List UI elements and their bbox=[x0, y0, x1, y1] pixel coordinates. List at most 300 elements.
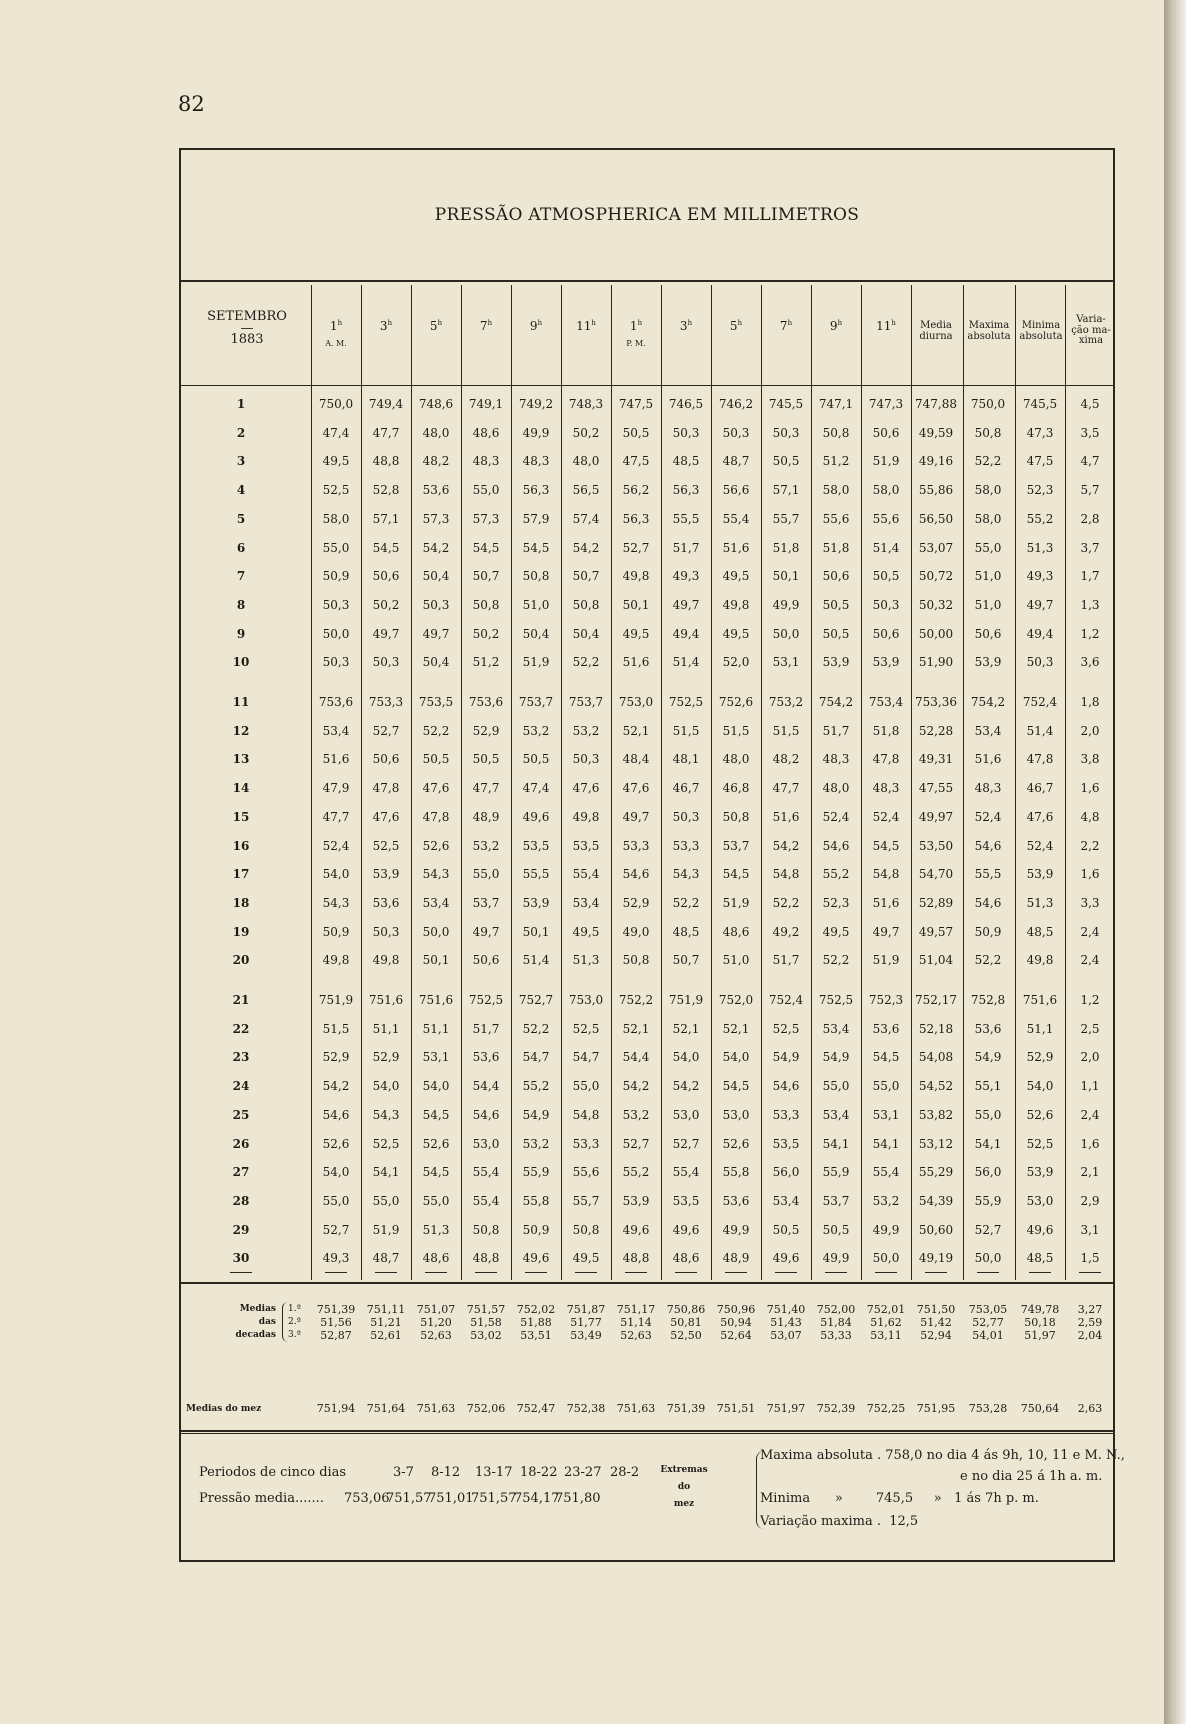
row-value: 52,2 bbox=[672, 895, 700, 910]
header-hour-value: 7 bbox=[779, 319, 788, 333]
header-dash: — bbox=[240, 320, 254, 336]
medias-marker: 2.ª bbox=[288, 1317, 301, 1327]
row-value: 50,6 bbox=[472, 953, 500, 968]
row-value: 53,2 bbox=[522, 723, 550, 738]
row-value: 52,7 bbox=[974, 1222, 1002, 1237]
row-value: 55,0 bbox=[322, 1193, 350, 1208]
medias-value: 751,87 bbox=[566, 1303, 606, 1316]
row-value: 2,9 bbox=[1080, 1193, 1100, 1208]
medias-value: 751,50 bbox=[916, 1303, 956, 1316]
row-value: 56,3 bbox=[672, 483, 700, 498]
row-value: 51,6 bbox=[622, 655, 650, 670]
dash-separator bbox=[375, 1272, 397, 1273]
row-value: 51,0 bbox=[974, 597, 1002, 612]
medias-value: 752,01 bbox=[866, 1303, 906, 1316]
row-day: 14 bbox=[232, 781, 250, 796]
header-hour-suffix: h bbox=[337, 319, 343, 327]
row-value: 49,5 bbox=[322, 454, 350, 469]
row-value: 50,5 bbox=[822, 597, 850, 612]
row-value: 753,2 bbox=[768, 695, 804, 709]
row-value: 53,50 bbox=[918, 838, 954, 853]
row-value: 55,7 bbox=[572, 1193, 600, 1208]
row-value: 57,3 bbox=[472, 511, 500, 526]
row-value: 48,2 bbox=[772, 752, 800, 767]
minima-line: Minima » 745,5 » 1 ás 7h p. m. bbox=[760, 1491, 1039, 1506]
row-value: 52,2 bbox=[974, 454, 1002, 469]
page-title: PRESSÃO ATMOSPHERICA EM MILLIMETROS bbox=[434, 205, 860, 225]
row-value: 51,9 bbox=[372, 1222, 400, 1237]
row-value: 51,1 bbox=[1026, 1021, 1054, 1036]
row-value: 54,5 bbox=[522, 540, 550, 555]
row-value: 49,5 bbox=[622, 626, 650, 641]
header-hour-value: 11 bbox=[576, 319, 592, 333]
medias-mez-value: 751,94 bbox=[316, 1402, 356, 1415]
medias-mez-label: Medias do mez bbox=[186, 1404, 262, 1414]
row-value: 748,6 bbox=[418, 397, 454, 411]
row-value: 50,8 bbox=[722, 809, 750, 824]
row-value: 52,7 bbox=[322, 1222, 350, 1237]
row-value: 53,07 bbox=[918, 540, 954, 555]
header-hour bbox=[711, 320, 761, 333]
header-hour-value: 5 bbox=[729, 319, 738, 333]
row-value: 55,5 bbox=[672, 511, 700, 526]
header-hour-suffix: h bbox=[837, 319, 843, 327]
row-value: 54,5 bbox=[872, 1050, 900, 1065]
row-value: 56,50 bbox=[918, 511, 954, 526]
row-value: 50,1 bbox=[622, 597, 650, 612]
row-value: 753,4 bbox=[868, 695, 904, 709]
row-value: 50,5 bbox=[472, 752, 500, 767]
row-value: 747,1 bbox=[818, 397, 854, 411]
row-value: 1,6 bbox=[1080, 867, 1100, 882]
medias-value: 751,57 bbox=[466, 1303, 506, 1316]
row-value: 4,8 bbox=[1080, 809, 1100, 824]
row-value: 2,4 bbox=[1080, 924, 1100, 939]
row-value: 51,9 bbox=[522, 655, 550, 670]
row-value: 752,8 bbox=[970, 993, 1006, 1007]
row-value: 752,6 bbox=[718, 695, 754, 709]
medias-value: 51,56 bbox=[320, 1316, 352, 1329]
row-value: 52,4 bbox=[872, 809, 900, 824]
row-value: 56,0 bbox=[772, 1165, 800, 1180]
row-value: 55,0 bbox=[974, 540, 1002, 555]
row-value: 50,7 bbox=[472, 569, 500, 584]
row-value: 50,3 bbox=[672, 425, 700, 440]
row-value: 55,4 bbox=[472, 1193, 500, 1208]
row-value: 50,6 bbox=[372, 569, 400, 584]
row-day: 27 bbox=[232, 1165, 250, 1180]
row-value: 2,5 bbox=[1080, 1021, 1100, 1036]
row-value: 753,6 bbox=[318, 695, 354, 709]
row-value: 50,2 bbox=[472, 626, 500, 641]
header-month: SETEMBRO bbox=[207, 309, 287, 324]
row-value: 752,5 bbox=[468, 993, 504, 1007]
row-value: 54,6 bbox=[472, 1107, 500, 1122]
row-value: 2,2 bbox=[1080, 838, 1100, 853]
header-rule bbox=[181, 385, 1113, 386]
pressao-value: 753,06 bbox=[344, 1491, 390, 1506]
medias-value: 51,43 bbox=[770, 1316, 802, 1329]
row-value: 48,5 bbox=[672, 454, 700, 469]
row-value: 51,6 bbox=[772, 809, 800, 824]
row-value: 53,6 bbox=[872, 1021, 900, 1036]
row-value: 54,08 bbox=[918, 1050, 954, 1065]
medias-value: 52,63 bbox=[420, 1329, 452, 1342]
row-value: 752,4 bbox=[1022, 695, 1058, 709]
row-value: 54,3 bbox=[322, 895, 350, 910]
medias-mez-value: 752,39 bbox=[816, 1402, 856, 1415]
row-value: 50,5 bbox=[422, 752, 450, 767]
row-value: 55,5 bbox=[974, 867, 1002, 882]
header-hour-value: 11 bbox=[876, 319, 892, 333]
header-hour-suffix: h bbox=[787, 319, 793, 327]
row-value: 55,8 bbox=[722, 1165, 750, 1180]
pressao-label: Pressão media....... bbox=[199, 1491, 324, 1506]
page-edge bbox=[1164, 0, 1186, 1724]
row-value: 747,88 bbox=[915, 397, 957, 411]
medias-mez-value: 753,28 bbox=[968, 1402, 1008, 1415]
dash-separator bbox=[625, 1272, 647, 1273]
row-value: 54,5 bbox=[422, 1107, 450, 1122]
medias-value: 51,62 bbox=[870, 1316, 902, 1329]
row-value: 53,2 bbox=[872, 1193, 900, 1208]
row-value: 53,5 bbox=[672, 1193, 700, 1208]
row-value: 54,6 bbox=[974, 838, 1002, 853]
row-value: 55,0 bbox=[472, 483, 500, 498]
row-value: 50,72 bbox=[918, 569, 954, 584]
row-value: 49,19 bbox=[918, 1251, 954, 1266]
row-value: 53,4 bbox=[822, 1107, 850, 1122]
row-value: 53,4 bbox=[974, 723, 1002, 738]
row-value: 53,9 bbox=[1026, 867, 1054, 882]
row-day: 28 bbox=[232, 1193, 250, 1208]
row-value: 50,3 bbox=[1026, 655, 1054, 670]
row-value: 53,3 bbox=[772, 1107, 800, 1122]
row-value: 51,4 bbox=[672, 655, 700, 670]
row-value: 55,2 bbox=[622, 1165, 650, 1180]
row-value: 745,5 bbox=[768, 397, 804, 411]
row-value: 53,4 bbox=[822, 1021, 850, 1036]
row-value: 747,5 bbox=[618, 397, 654, 411]
row-value: 49,4 bbox=[1026, 626, 1054, 641]
medias-value: 749,78 bbox=[1020, 1303, 1060, 1316]
medias-value: 50,18 bbox=[1024, 1316, 1056, 1329]
row-value: 3,5 bbox=[1080, 425, 1100, 440]
row-value: 53,6 bbox=[722, 1193, 750, 1208]
row-value: 47,4 bbox=[322, 425, 350, 440]
row-value: 51,1 bbox=[372, 1021, 400, 1036]
row-day: 21 bbox=[232, 993, 250, 1007]
title-separator bbox=[181, 280, 1113, 282]
row-value: 751,6 bbox=[368, 993, 404, 1007]
row-value: 54,4 bbox=[622, 1050, 650, 1065]
medias-mez-value: 751,51 bbox=[716, 1402, 756, 1415]
row-value: 54,9 bbox=[522, 1107, 550, 1122]
row-value: 49,6 bbox=[622, 1222, 650, 1237]
row-value: 54,2 bbox=[622, 1079, 650, 1094]
medias-label-line: das bbox=[258, 1317, 276, 1327]
row-value: 50,3 bbox=[372, 924, 400, 939]
footer-top-rule-2 bbox=[181, 1433, 1113, 1434]
row-value: 53,9 bbox=[974, 655, 1002, 670]
row-value: 53,6 bbox=[974, 1021, 1002, 1036]
row-value: 51,1 bbox=[422, 1021, 450, 1036]
row-value: 49,57 bbox=[918, 924, 954, 939]
medias-value: 751,40 bbox=[766, 1303, 806, 1316]
row-value: 51,4 bbox=[1026, 723, 1054, 738]
row-value: 50,9 bbox=[522, 1222, 550, 1237]
row-value: 47,4 bbox=[522, 781, 550, 796]
row-value: 1,3 bbox=[1080, 597, 1100, 612]
row-value: 55,7 bbox=[772, 511, 800, 526]
row-value: 50,1 bbox=[522, 924, 550, 939]
header-hour-suffix: h bbox=[637, 319, 643, 327]
row-day: 30 bbox=[232, 1251, 250, 1266]
row-value: 50,4 bbox=[422, 655, 450, 670]
pressao-value: 751,01 bbox=[428, 1491, 474, 1506]
row-value: 54,5 bbox=[422, 1165, 450, 1180]
header-hour-suffix: h bbox=[387, 319, 393, 327]
row-value: 54,2 bbox=[322, 1079, 350, 1094]
pressao-value: 751,80 bbox=[555, 1491, 601, 1506]
row-value: 52,28 bbox=[918, 723, 954, 738]
row-value: 54,2 bbox=[422, 540, 450, 555]
row-value: 54,6 bbox=[622, 867, 650, 882]
row-value: 54,6 bbox=[772, 1079, 800, 1094]
row-value: 54,3 bbox=[372, 1107, 400, 1122]
row-value: 51,9 bbox=[722, 895, 750, 910]
medias-marker: 3.ª bbox=[288, 1330, 301, 1340]
periodo-value: 23-27 bbox=[564, 1465, 602, 1480]
row-value: 52,5 bbox=[1026, 1136, 1054, 1151]
periodo-value: 28-2 bbox=[610, 1465, 640, 1480]
row-value: 753,36 bbox=[915, 695, 957, 709]
row-value: 751,6 bbox=[418, 993, 454, 1007]
header-hour bbox=[861, 320, 911, 333]
row-value: 56,6 bbox=[722, 483, 750, 498]
row-value: 52,6 bbox=[722, 1136, 750, 1151]
row-value: 55,4 bbox=[872, 1165, 900, 1180]
row-value: 50,60 bbox=[918, 1222, 954, 1237]
medias-mez-value: 752,25 bbox=[866, 1402, 906, 1415]
row-value: 49,7 bbox=[1026, 597, 1054, 612]
row-value: 51,5 bbox=[772, 723, 800, 738]
row-value: 49,8 bbox=[372, 953, 400, 968]
row-value: 1,2 bbox=[1080, 993, 1100, 1007]
header-minima-absoluta-line: Minima bbox=[1021, 320, 1061, 331]
row-value: 753,6 bbox=[468, 695, 504, 709]
pressao-value: 754,17 bbox=[514, 1491, 560, 1506]
row-value: 753,7 bbox=[568, 695, 604, 709]
row-value: 53,9 bbox=[522, 895, 550, 910]
row-value: 754,2 bbox=[818, 695, 854, 709]
header-hour bbox=[411, 320, 461, 333]
medias-value: 53,11 bbox=[870, 1329, 902, 1342]
row-value: 54,2 bbox=[772, 838, 800, 853]
row-value: 51,7 bbox=[672, 540, 700, 555]
header-hour-suffix: h bbox=[487, 319, 493, 327]
row-value: 49,7 bbox=[422, 626, 450, 641]
medias-value: 51,14 bbox=[620, 1316, 652, 1329]
row-value: 2,8 bbox=[1080, 511, 1100, 526]
periodo-value: 8-12 bbox=[431, 1465, 461, 1480]
row-value: 49,0 bbox=[622, 924, 650, 939]
row-value: 54,9 bbox=[974, 1050, 1002, 1065]
row-value: 52,5 bbox=[372, 838, 400, 853]
header-am: A. M. bbox=[325, 338, 347, 348]
row-value: 49,6 bbox=[1026, 1222, 1054, 1237]
row-value: 752,0 bbox=[718, 993, 754, 1007]
row-value: 49,7 bbox=[872, 924, 900, 939]
row-value: 53,2 bbox=[622, 1107, 650, 1122]
row-day: 13 bbox=[232, 752, 250, 767]
row-value: 58,0 bbox=[872, 483, 900, 498]
row-value: 52,1 bbox=[672, 1021, 700, 1036]
row-value: 54,0 bbox=[1026, 1079, 1054, 1094]
row-value: 52,2 bbox=[822, 953, 850, 968]
row-day: 11 bbox=[232, 695, 250, 709]
header-hour-value: 9 bbox=[529, 319, 538, 333]
row-value: 52,4 bbox=[322, 838, 350, 853]
row-value: 54,9 bbox=[822, 1050, 850, 1065]
row-value: 52,2 bbox=[522, 1021, 550, 1036]
row-value: 50,4 bbox=[522, 626, 550, 641]
row-value: 53,0 bbox=[722, 1107, 750, 1122]
row-value: 752,17 bbox=[915, 993, 957, 1007]
medias-value: 52,94 bbox=[920, 1329, 952, 1342]
row-value: 55,4 bbox=[572, 867, 600, 882]
row-day: 3 bbox=[236, 454, 246, 469]
row-value: 52,5 bbox=[322, 483, 350, 498]
row-value: 51,4 bbox=[522, 953, 550, 968]
medias-value: 51,77 bbox=[570, 1316, 602, 1329]
row-value: 48,4 bbox=[622, 752, 650, 767]
row-value: 749,1 bbox=[468, 397, 504, 411]
row-value: 54,5 bbox=[722, 867, 750, 882]
row-value: 47,8 bbox=[422, 809, 450, 824]
maxima-line-2: e no dia 25 á 1h a. m. bbox=[960, 1469, 1103, 1484]
footer-top-rule bbox=[181, 1430, 1113, 1432]
medias-value: 751,07 bbox=[416, 1303, 456, 1316]
row-value: 53,9 bbox=[872, 655, 900, 670]
row-value: 754,2 bbox=[970, 695, 1006, 709]
header-media-diurna bbox=[911, 321, 961, 342]
row-day: 9 bbox=[236, 626, 246, 641]
row-value: 1,1 bbox=[1080, 1079, 1100, 1094]
medias-value: 52,61 bbox=[370, 1329, 402, 1342]
header-hour-suffix: h bbox=[891, 319, 896, 327]
dash-separator bbox=[925, 1272, 947, 1273]
medias-value: 751,17 bbox=[616, 1303, 656, 1316]
medias-value: 53,49 bbox=[570, 1329, 602, 1342]
row-value: 49,5 bbox=[572, 924, 600, 939]
row-value: 749,4 bbox=[368, 397, 404, 411]
row-value: 1,8 bbox=[1080, 695, 1100, 709]
row-value: 49,9 bbox=[872, 1222, 900, 1237]
row-value: 753,5 bbox=[418, 695, 454, 709]
row-value: 51,04 bbox=[918, 953, 954, 968]
row-value: 47,8 bbox=[1026, 752, 1054, 767]
row-value: 746,2 bbox=[718, 397, 754, 411]
row-value: 53,9 bbox=[1026, 1165, 1054, 1180]
row-value: 48,8 bbox=[622, 1251, 650, 1266]
row-value: 48,3 bbox=[872, 781, 900, 796]
row-value: 2,4 bbox=[1080, 1107, 1100, 1122]
row-value: 57,1 bbox=[372, 511, 400, 526]
row-value: 50,6 bbox=[872, 626, 900, 641]
row-value: 51,8 bbox=[822, 540, 850, 555]
medias-value: 51,88 bbox=[520, 1316, 552, 1329]
row-value: 47,3 bbox=[1026, 425, 1054, 440]
row-value: 52,0 bbox=[722, 655, 750, 670]
row-value: 57,4 bbox=[572, 511, 600, 526]
row-value: 51,0 bbox=[722, 953, 750, 968]
row-value: 53,0 bbox=[672, 1107, 700, 1122]
medias-value: 2,59 bbox=[1077, 1316, 1103, 1329]
variacao-line: Variação maxima . 12,5 bbox=[760, 1514, 919, 1529]
row-value: 54,0 bbox=[422, 1079, 450, 1094]
row-value: 4,7 bbox=[1080, 454, 1100, 469]
row-value: 51,3 bbox=[1026, 895, 1054, 910]
row-value: 747,3 bbox=[868, 397, 904, 411]
row-value: 49,7 bbox=[372, 626, 400, 641]
row-value: 50,9 bbox=[322, 924, 350, 939]
row-value: 53,2 bbox=[472, 838, 500, 853]
row-value: 54,6 bbox=[322, 1107, 350, 1122]
row-day: 23 bbox=[232, 1050, 250, 1065]
table-frame bbox=[179, 148, 1115, 1562]
header-hour bbox=[761, 320, 811, 333]
row-value: 51,3 bbox=[572, 953, 600, 968]
dash-separator bbox=[875, 1272, 897, 1273]
row-value: 52,7 bbox=[622, 1136, 650, 1151]
row-value: 746,5 bbox=[668, 397, 704, 411]
row-value: 52,5 bbox=[772, 1021, 800, 1036]
row-value: 51,8 bbox=[872, 723, 900, 738]
row-value: 52,3 bbox=[822, 895, 850, 910]
row-value: 752,2 bbox=[618, 993, 654, 1007]
row-value: 5,7 bbox=[1080, 483, 1100, 498]
extremas-label bbox=[655, 1462, 713, 1513]
row-value: 55,6 bbox=[572, 1165, 600, 1180]
row-value: 48,3 bbox=[822, 752, 850, 767]
row-value: 50,32 bbox=[918, 597, 954, 612]
header-hour-suffix: h bbox=[537, 319, 543, 327]
row-value: 48,5 bbox=[1026, 924, 1054, 939]
row-value: 750,0 bbox=[970, 397, 1006, 411]
row-value: 57,9 bbox=[522, 511, 550, 526]
periodo-value: 18-22 bbox=[520, 1465, 558, 1480]
extremas-line-2: do bbox=[677, 1482, 691, 1492]
row-value: 49,9 bbox=[722, 1222, 750, 1237]
row-value: 55,0 bbox=[974, 1107, 1002, 1122]
row-value: 50,3 bbox=[722, 425, 750, 440]
row-value: 54,9 bbox=[772, 1050, 800, 1065]
row-value: 52,4 bbox=[822, 809, 850, 824]
medias-value: 53,02 bbox=[470, 1329, 502, 1342]
row-value: 51,6 bbox=[322, 752, 350, 767]
row-value: 51,6 bbox=[722, 540, 750, 555]
header-hour-value: 1 bbox=[629, 319, 638, 333]
row-value: 53,4 bbox=[572, 895, 600, 910]
header-hour-suffix: h bbox=[687, 319, 693, 327]
row-value: 4,5 bbox=[1080, 397, 1100, 411]
row-value: 47,6 bbox=[1026, 809, 1054, 824]
row-value: 50,3 bbox=[322, 597, 350, 612]
row-value: 51,0 bbox=[974, 569, 1002, 584]
row-value: 55,4 bbox=[472, 1165, 500, 1180]
medias-value: 51,21 bbox=[370, 1316, 402, 1329]
